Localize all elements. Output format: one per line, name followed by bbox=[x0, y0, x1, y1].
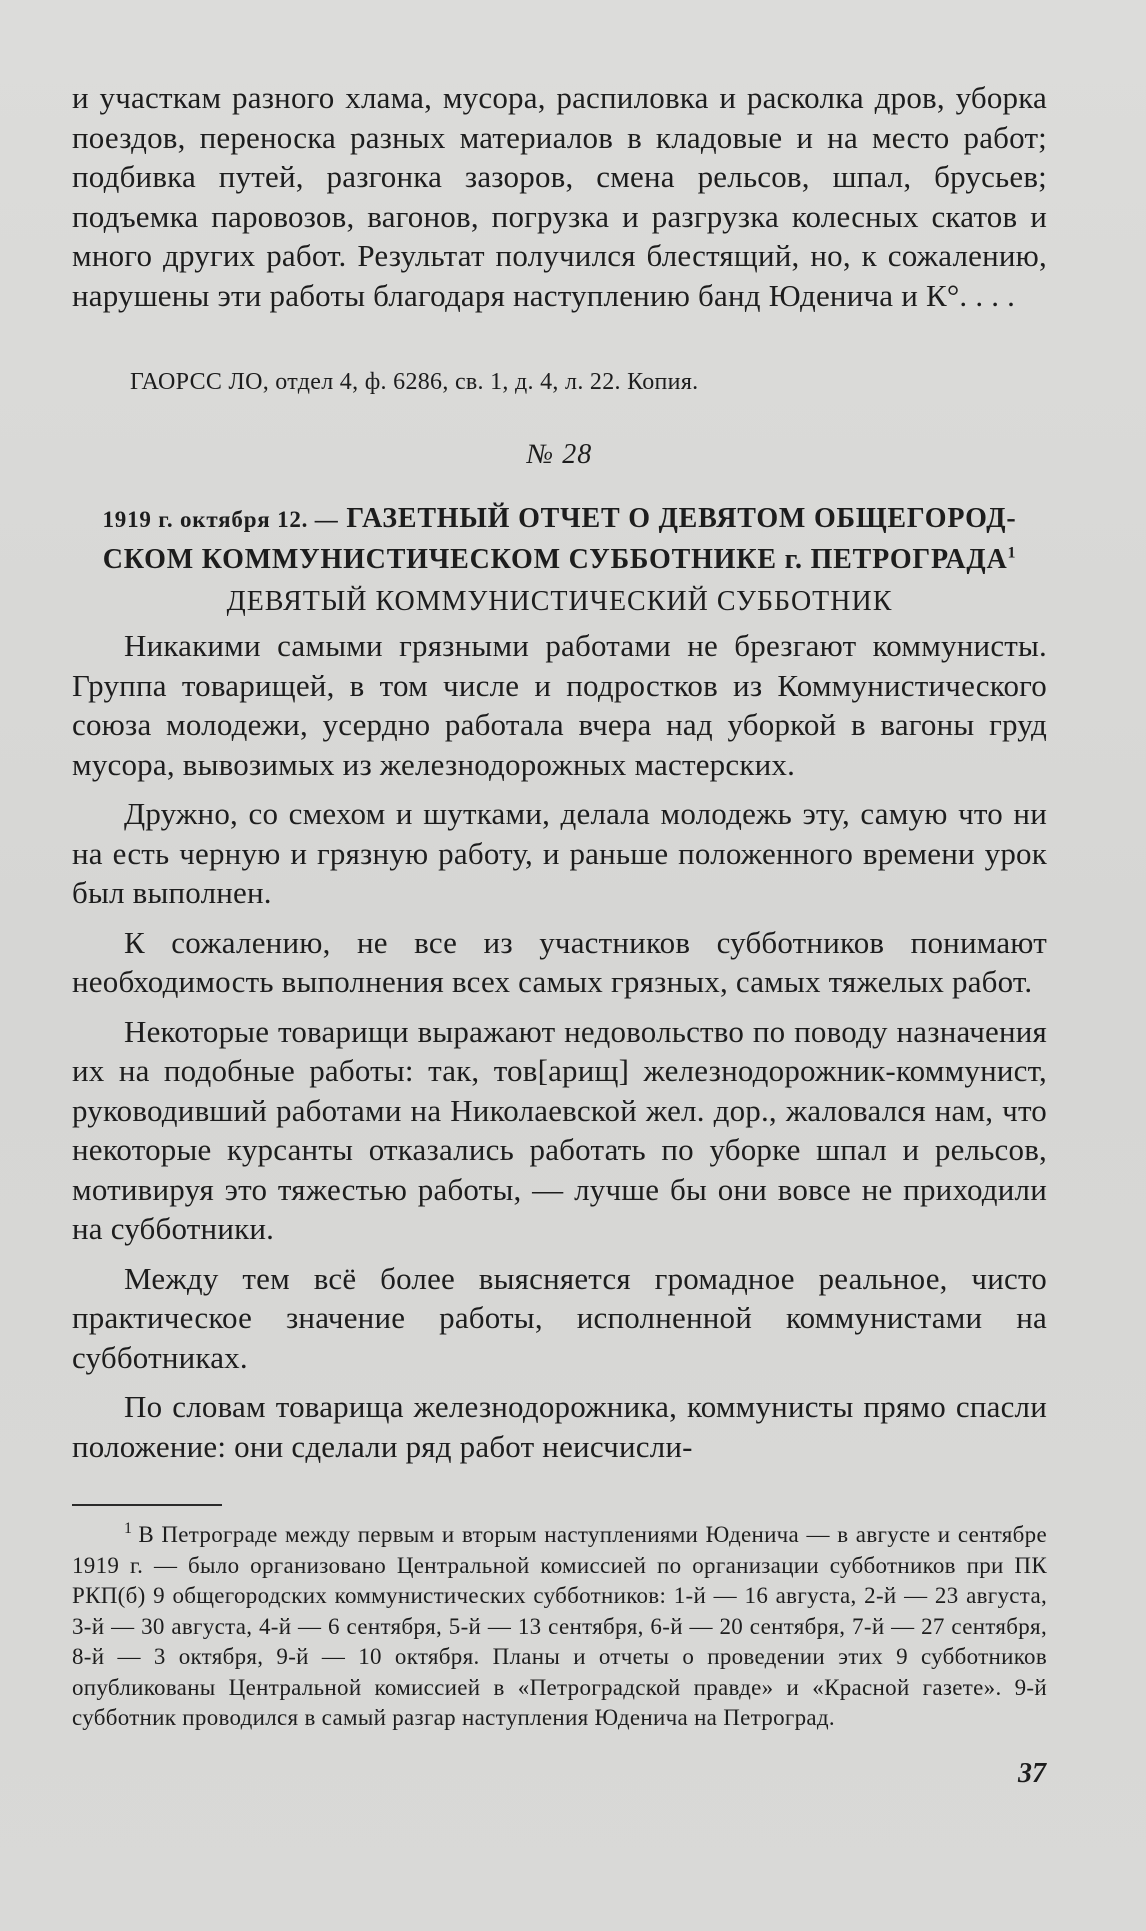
continuation-paragraph: и участкам разного хлама, мусора, распиловка и расколка дров, уборка поездов, переноска разных материалов в кладовые и на место работ; подбивка путей, разгонка зазоров, смена рельсов, шпал, брусьев; подъемка паровозов, вагонов, погрузка и разгрузка колесных скатов и много других работ. Результат получился блестящий, но, к сожалению, нарушены эти работы благодаря наступлению банд Юденича и К°. . . . bbox=[72, 80, 1047, 313]
body-paragraph-6: По словам товарища железнодорожника, коммунисты прямо спасли положение: они сделали ряд работ неисчисли- bbox=[72, 1389, 1047, 1464]
heading-title-part-2: СКОМ КОММУНИСТИЧЕСКОМ СУББОТНИКЕ г. ПЕТРОГРАДА bbox=[102, 544, 1008, 575]
heading-line-2 bbox=[72, 540, 1047, 580]
heading-date: 1919 г. октября 12. — bbox=[102, 507, 339, 532]
footnote-divider bbox=[72, 1504, 222, 1506]
heading-title-part-1: ГАЗЕТНЫЙ ОТЧЕТ О ДЕВЯТОМ ОБЩЕГОРОД- bbox=[346, 503, 1017, 534]
page-content bbox=[72, 78, 1047, 1734]
body-paragraph-5: Между тем всё более выясняется громадное реальное, чисто практическое значение работы, исполненной коммунистами на субботниках. bbox=[72, 1260, 1047, 1375]
article-title: ДЕВЯТЫЙ КОММУНИСТИЧЕСКИЙ СУББОТНИК bbox=[226, 586, 893, 617]
footnote-number: 1 bbox=[124, 1520, 133, 1538]
body-paragraph-1: Никакими самыми грязными работами не брезгают коммунисты. Группа товарищей, в том числе и подростков из Коммунистического союза молодежи, усердно работала вчера над уборкой в вагоны груд мусора, вывозимых из железнодорожных мастерских. bbox=[72, 628, 1047, 782]
page-number: 37 bbox=[1018, 1758, 1046, 1789]
body-paragraph-3: К сожалению, не все из участников субботников понимают необходимость выполнения всех самых грязных, самых тяжелых работ. bbox=[72, 924, 1047, 999]
body-paragraph-2: Дружно, со смехом и шутками, делала молодежь эту, самую что ни на есть черную и грязную работу, и раньше положенного времени урок был выполнен. bbox=[72, 796, 1047, 910]
footnote-text: В Петрограде между первым и вторым наступлениями Юденича — в августе и сентябре 1919 г. — было организовано Центральной комиссией по организации субботников при ПК РКП(б) 9 общегородских коммунистических субботников: 1-й — 16 августа, 2-й — 23 августа, 3-й — 30 августа, 4-й — 6 сентября, 5-й — 13 сентября, 6-й — 20 сентября, 7-й — 27 сентября, 8-й — 3 октября, 9-й — 10 октября. Планы и отчеты о проведении этих 9 субботников опубликованы Центральной комиссией в «Петроградской правде» и «Красной газете». 9-й субботник проводился в самый разгар наступления Юденича на Петроград. bbox=[72, 1522, 1047, 1730]
document-number: № 28 bbox=[526, 439, 593, 470]
heading-line-1 bbox=[72, 499, 1047, 540]
body-paragraph-4: Некоторые товарищи выражают недовольство по поводу назначения их на подобные работы: так, тов[арищ] железнодорожник-коммунист, руководивший работами на Николаевской жел. дор., жаловался нам, что некоторые курсанты отказались работать по уборке шпал и рельсов, мотивируя это тяжестью работы, — лучше бы они вовсе не приходили на субботники. bbox=[72, 1013, 1047, 1246]
archive-source-citation: ГАОРСС ЛО, отдел 4, ф. 6286, св. 1, д. 4, л. 22. Копия. bbox=[130, 369, 699, 395]
document-heading bbox=[72, 499, 1047, 580]
footnote-reference[interactable]: 1 bbox=[1007, 544, 1017, 562]
footnote bbox=[72, 1520, 1047, 1734]
